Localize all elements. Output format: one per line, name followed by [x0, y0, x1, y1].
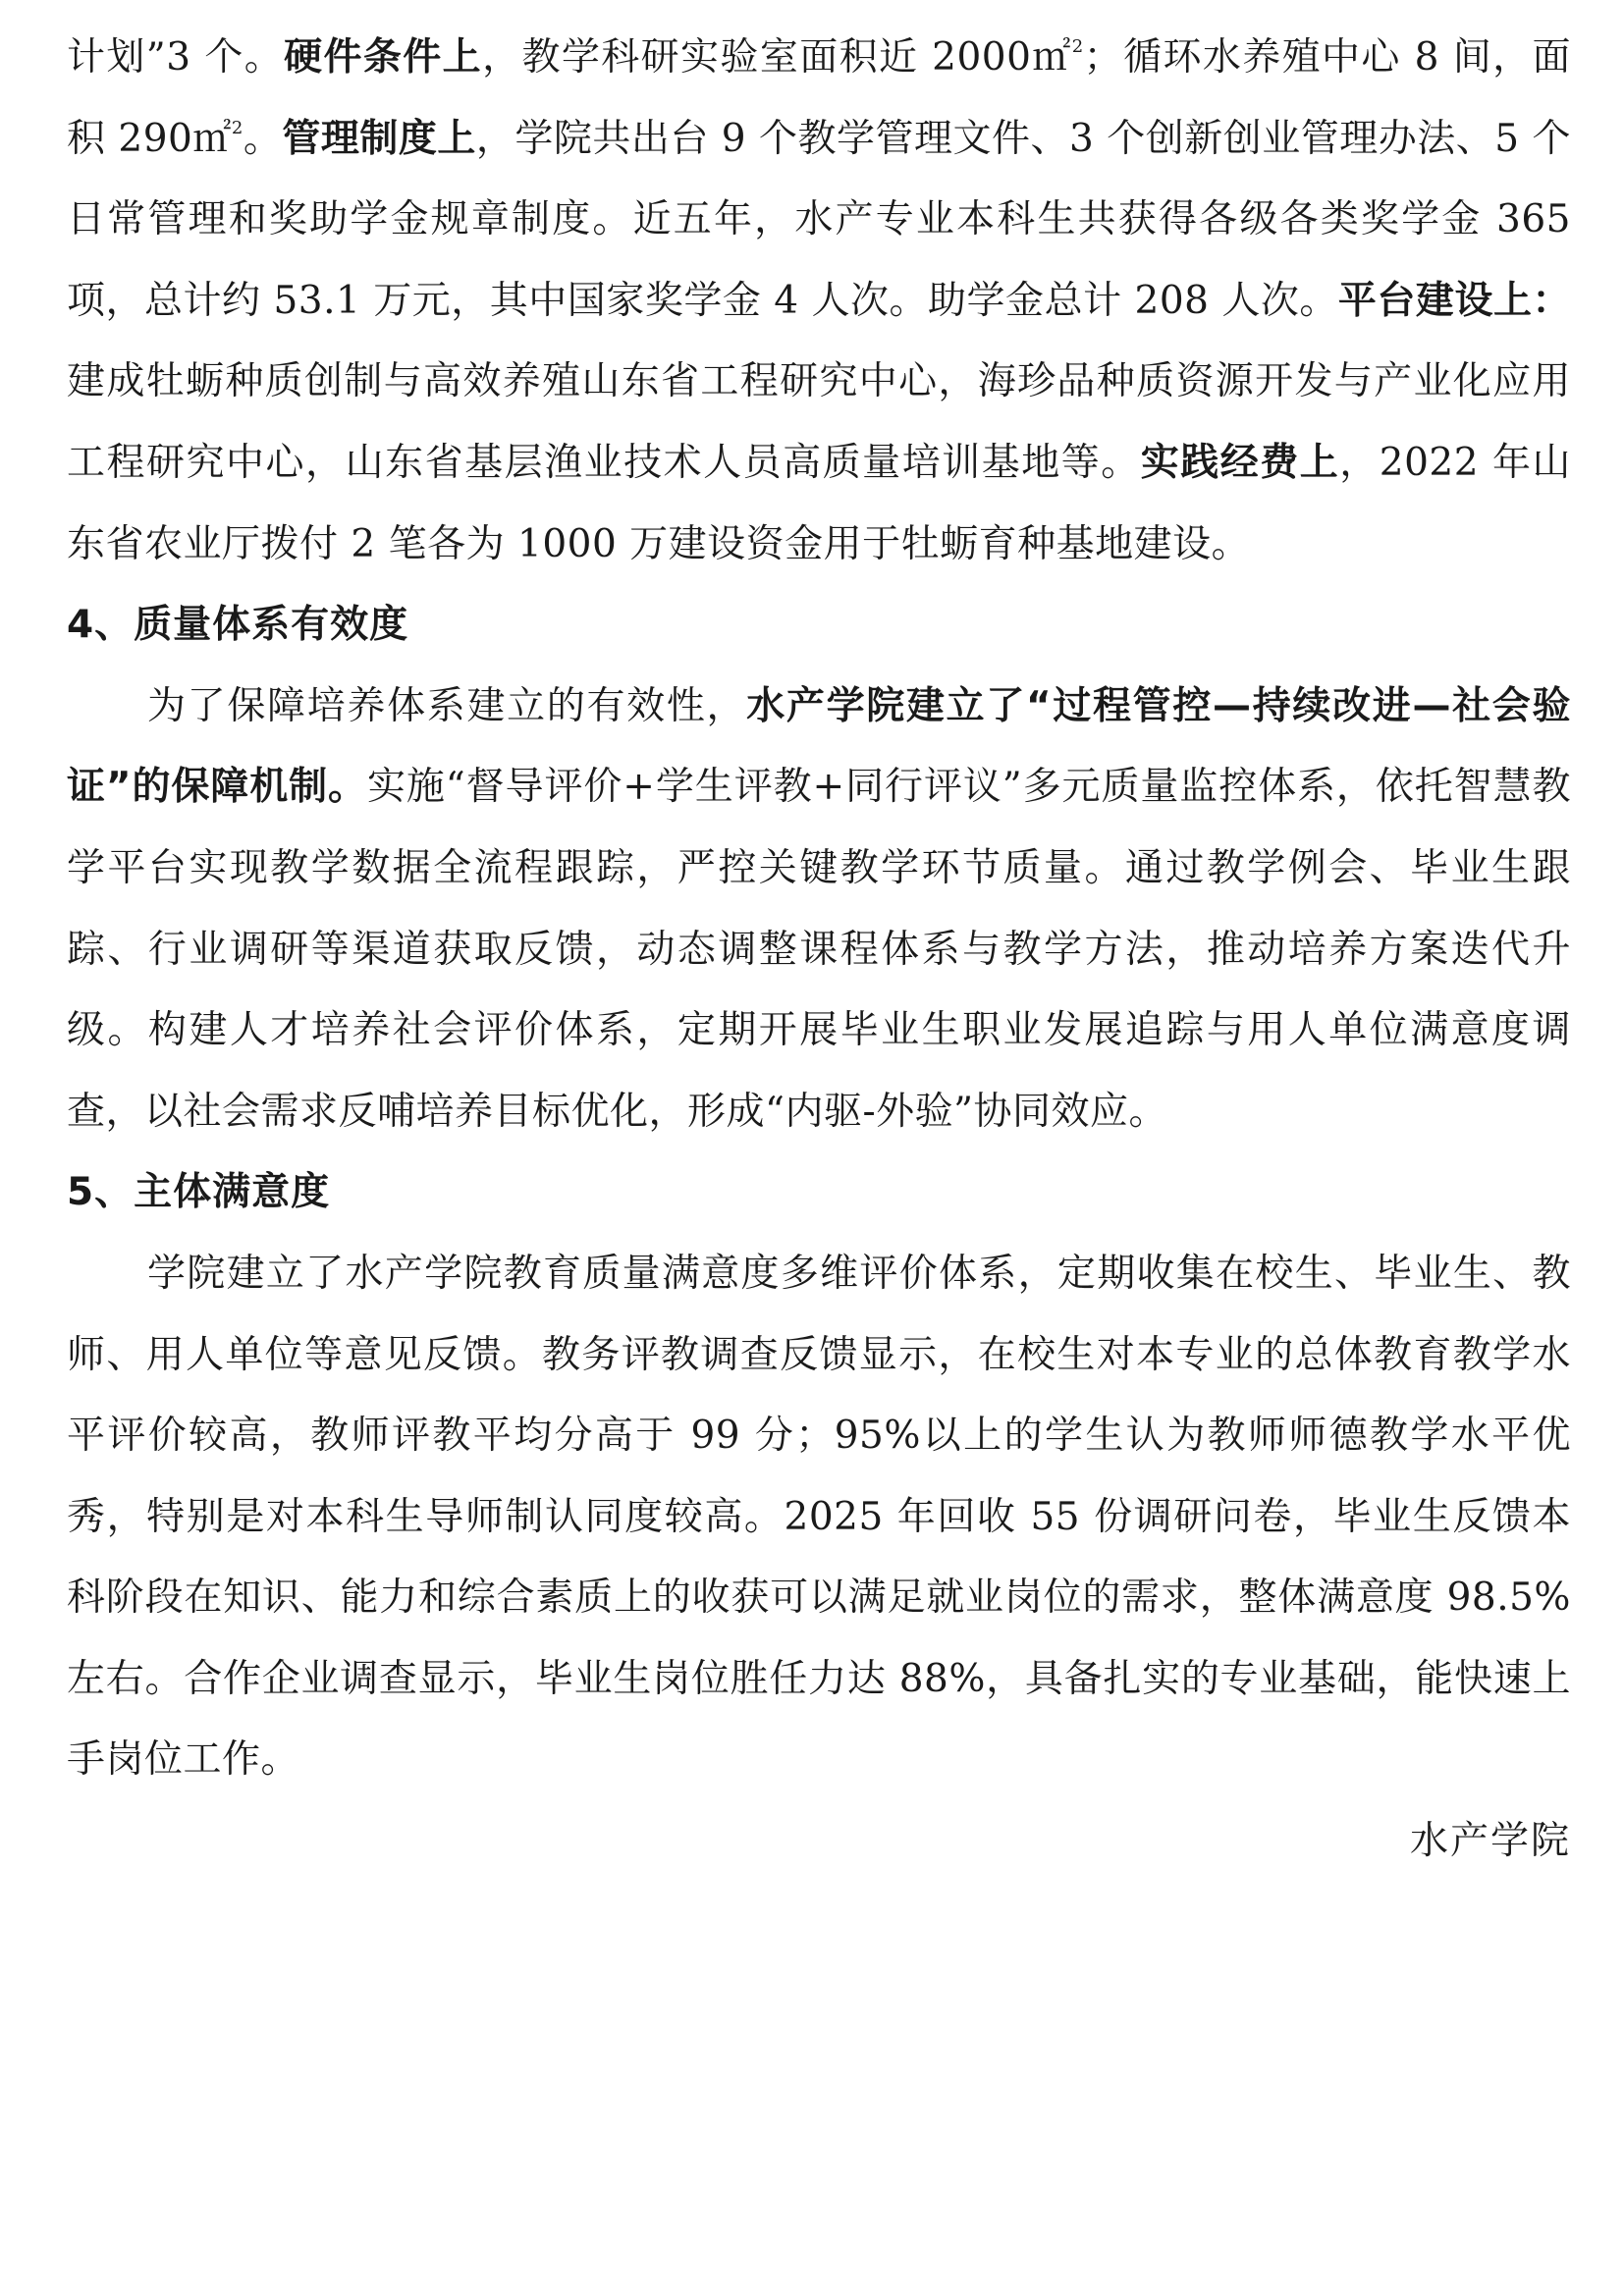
- bold-phrase-funding: 实践经费上: [1140, 440, 1340, 485]
- bold-phrase-mechanism: 水产学院建立了“过程管控—持续改进—社会验证”的保障机制。: [67, 683, 1571, 810]
- superscript: 2: [1071, 36, 1084, 57]
- section4-heading: 4、质量体系有效度: [67, 603, 409, 648]
- signature: 水产学院: [1409, 1819, 1571, 1864]
- superscript: 2: [231, 117, 244, 138]
- text-segment: 实施“督导评价+学生评教+同行评议”多元质量监控体系，依托智慧教学平台实现教学数据全流程跟踪，严控关键教学环节质量。通过教学例会、毕业生跟踪、行业调研等渠道获取反馈，动态调整课程体系与教学方法，推动培养方案迭代升级。构建人才培养社会评价体系，定期开展毕业生职业发展追踪与用人单位满意度调查，以社会需求反哺培养目标优化，形成“内驱-外验”协同效应。: [67, 765, 1572, 1134]
- text-segment: 。: [243, 116, 283, 161]
- text-segment: ，学院共出台 9 个教学管理文件、3 个创新创业管理办法、5 个日常管理和奖助学金规章制度。近五年，水产专业本科生共获得各级各类奖学金 365 项，总计约 53.1 万元，其中国家奖学金 4 人次。助学金总计 208 人次。: [67, 116, 1571, 323]
- section5-heading: 5、主体满意度: [67, 1170, 331, 1215]
- text-segment: 为了保障培养体系建立的有效性，: [147, 683, 747, 728]
- document-page: [67, 18, 1571, 1883]
- bold-phrase-hardware: 硬件条件上: [284, 35, 483, 80]
- section3-continuation-paragraph: [67, 18, 1571, 585]
- text-segment: ，2022 年山东省农业厅拨付 2 笔各为 1000 万建设资金用于牡蛎育种基地建设。: [67, 440, 1571, 566]
- section4-paragraph: [67, 667, 1571, 1153]
- text-segment: 建成牡蛎种质创制与高效养殖山东省工程研究中心，海珍品种质资源开发与产业化应用工程研究中心，山东省基层渔业技术人员高质量培训基地等。: [67, 359, 1571, 485]
- text-segment: 计划”3 个。: [67, 35, 285, 80]
- bold-phrase-platform: 平台建设上：: [1337, 278, 1571, 323]
- text-segment: ，教学科研实验室面积近 2000㎡: [482, 35, 1072, 80]
- section5-paragraph: 学院建立了水产学院教育质量满意度多维评价体系，定期收集在校生、毕业生、教师、用人单位等意见反馈。教务评教调查反馈显示，在校生对本专业的总体教育教学水平评价较高，教师评教平均分高于 99 分；95%以上的学生认为教师师德教学水平优秀，特别是对本科生导师制认同度较高。2025 年回收 55 份调研问卷，毕业生反馈本科阶段在知识、能力和综合素质上的收获可以满足就业岗位的需求，整体满意度 98.5%左右。合作企业调查显示，毕业生岗位胜任力达 88%，具备扎实的专业基础，能快速上手岗位工作。: [67, 1251, 1571, 1783]
- bold-phrase-management: 管理制度上: [282, 116, 476, 161]
- text-segment: ；循环水养殖中心 8 间，面积 290㎡: [67, 35, 1571, 161]
